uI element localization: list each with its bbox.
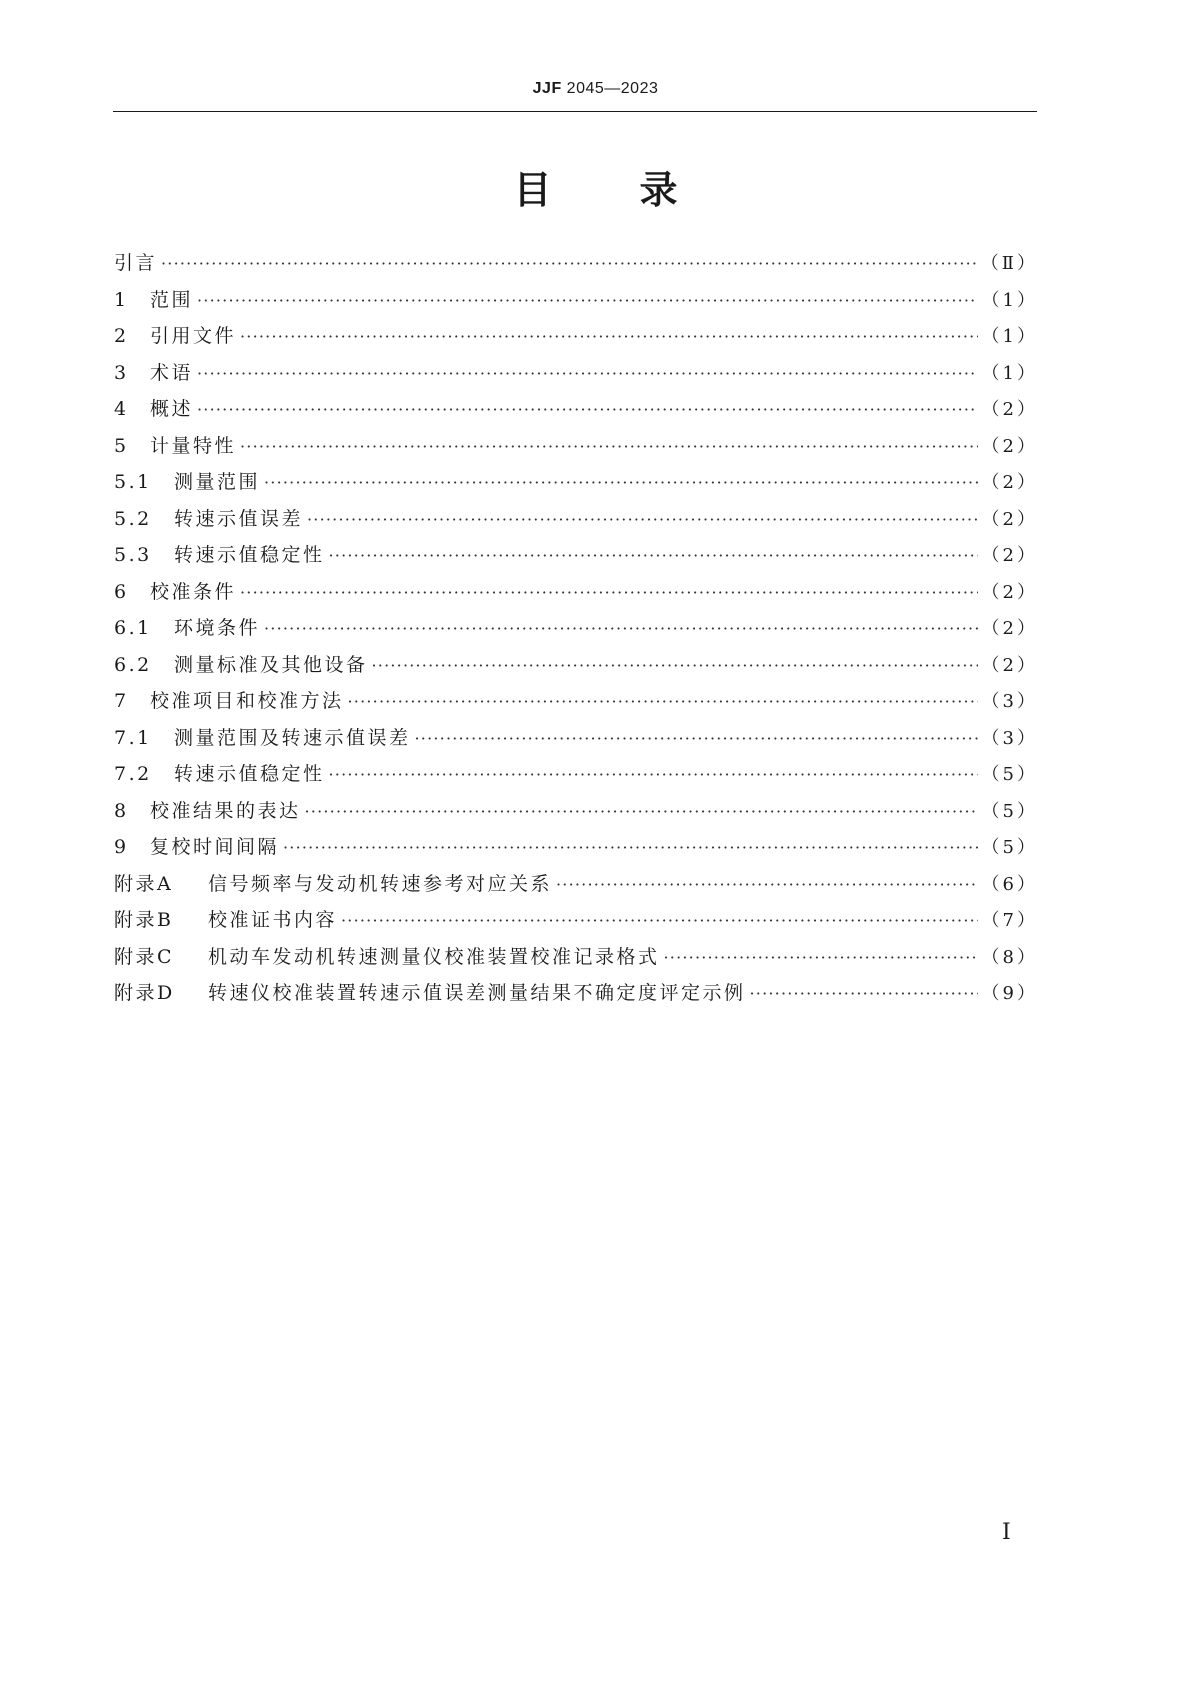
toc-entry-7[interactable] (114, 686, 1038, 723)
toc-entry-page: （6） (981, 873, 1038, 895)
toc-entry-5[interactable] (114, 431, 1038, 468)
toc-entry-number: 附录B (114, 909, 174, 931)
leader-dots (307, 510, 978, 529)
leader-dots (264, 619, 978, 638)
toc-entry-text: 测量范围及转速示值误差 (174, 726, 411, 749)
toc-entry-text: 计量特性 (150, 434, 237, 457)
page-header (0, 80, 1191, 98)
toc-entry-page: （2） (981, 435, 1038, 457)
toc-entry-page: （8） (981, 946, 1038, 968)
toc-entry-number: 7.1 (114, 726, 152, 749)
leader-dots (341, 911, 978, 930)
leader-dots (329, 546, 978, 565)
toc-entry-page: （3） (981, 727, 1038, 749)
leader-dots (329, 765, 978, 784)
toc-entry-number: 5.2 (114, 507, 152, 530)
toc-entry-3[interactable] (114, 358, 1038, 395)
toc-entry-page: （1） (981, 326, 1038, 347)
toc-entry-6-1[interactable] (114, 613, 1038, 650)
toc-entry-page: （1） (981, 289, 1038, 311)
toc-entry-page: （2） (981, 581, 1038, 603)
toc-entry-appendix-b[interactable] (114, 905, 1038, 942)
toc-entry-text: 转速示值误差 (174, 507, 304, 530)
toc-entry-7-2[interactable] (114, 759, 1038, 796)
toc-entry-text: 测量标准及其他设备 (174, 653, 368, 676)
toc-entry-text: 信号频率与发动机转速参考对应关系 (208, 872, 553, 895)
toc-entry-number: 附录A (114, 872, 174, 895)
toc-entry-number: 1 (114, 288, 129, 311)
header-rule (113, 111, 1037, 112)
toc-entry-text: 术语 (150, 361, 194, 384)
leader-dots (283, 838, 978, 857)
toc-entry-page: （5） (981, 837, 1038, 858)
toc-entry-number: 6.1 (114, 617, 152, 639)
toc-entry-number: 6 (114, 580, 129, 603)
toc-entry-page: （2） (981, 654, 1038, 676)
toc-entry-text: 测量范围 (174, 471, 261, 493)
toc-entry-text: 概述 (150, 398, 194, 420)
toc-entry-text: 转速仪校准装置转速示值误差测量结果不确定度评定示例 (208, 982, 746, 1004)
leader-dots (240, 437, 978, 456)
toc-entry-page: （2） (981, 545, 1038, 566)
title-char-1: 目 (513, 168, 552, 212)
toc-entry-page: （2） (981, 618, 1038, 639)
toc-entry-text: 校准结果的表达 (150, 799, 301, 822)
leader-dots (197, 400, 978, 419)
toc-entry-number: 2 (114, 325, 129, 347)
leader-dots (197, 364, 978, 383)
toc-entry-page: （7） (981, 910, 1038, 931)
toc-entry-9[interactable] (114, 832, 1038, 869)
toc-entry-number: 9 (114, 836, 129, 858)
toc-entry-page: （1） (981, 362, 1038, 384)
toc-entry-5-3[interactable] (114, 540, 1038, 577)
toc-entry-number: 7.2 (114, 763, 152, 785)
toc-entry-page: （Ⅱ） (980, 253, 1038, 274)
leader-dots (348, 692, 978, 711)
toc-entry-page: （5） (981, 764, 1038, 785)
toc-entry-5-2[interactable] (114, 504, 1038, 541)
standard-code: JJF (532, 80, 562, 97)
toc-entry-text: 转速示值稳定性 (174, 763, 325, 785)
toc-entry-introduction[interactable] (114, 248, 1038, 285)
toc-entry-number: 6.2 (114, 653, 152, 676)
toc-entry-page: （2） (981, 472, 1038, 493)
title-char-2: 录 (639, 168, 678, 212)
toc-entry-6[interactable] (114, 577, 1038, 614)
standard-number: 2045—2023 (566, 80, 659, 97)
toc-entry-page: （3） (981, 691, 1038, 712)
toc-entry-number: 5.3 (114, 544, 152, 566)
page-title (0, 166, 1191, 214)
toc-entry-text: 引用文件 (150, 325, 237, 347)
toc-entry-text: 引言 (114, 252, 158, 274)
toc-entry-1[interactable] (114, 285, 1038, 322)
toc-entry-7-1[interactable] (114, 723, 1038, 760)
toc-entry-number: 附录D (114, 982, 175, 1004)
toc-entry-appendix-a[interactable] (114, 869, 1038, 906)
toc-entry-text: 校准证书内容 (208, 909, 338, 931)
toc-entry-number: 4 (114, 398, 129, 420)
toc-entry-number: 7 (114, 690, 129, 712)
leader-dots (240, 327, 978, 346)
leader-dots (664, 948, 978, 967)
toc-entry-text: 校准项目和校准方法 (150, 690, 344, 712)
toc-entry-text: 机动车发动机转速测量仪校准装置校准记录格式 (208, 945, 660, 968)
toc-entry-number: 5.1 (114, 471, 152, 493)
toc-entry-2[interactable] (114, 321, 1038, 358)
toc-entry-appendix-c[interactable] (114, 942, 1038, 979)
toc-entry-page: （2） (981, 399, 1038, 420)
toc-entry-5-1[interactable] (114, 467, 1038, 504)
leader-dots (750, 984, 978, 1003)
leader-dots (197, 291, 978, 310)
table-of-contents (114, 248, 1038, 1015)
toc-entry-text: 转速示值稳定性 (174, 544, 325, 566)
toc-entry-6-2[interactable] (114, 650, 1038, 687)
toc-entry-text: 复校时间间隔 (150, 836, 280, 858)
leader-dots (240, 583, 978, 602)
toc-entry-page: （2） (981, 508, 1038, 530)
toc-entry-number: 附录C (114, 945, 175, 968)
toc-entry-4[interactable] (114, 394, 1038, 431)
toc-entry-8[interactable] (114, 796, 1038, 833)
toc-entry-number: 3 (114, 361, 129, 384)
toc-entry-text: 环境条件 (174, 617, 261, 639)
leader-dots (556, 875, 978, 894)
toc-entry-number: 8 (114, 799, 129, 822)
leader-dots (264, 473, 978, 492)
toc-entry-text: 校准条件 (150, 580, 237, 603)
leader-dots (372, 656, 978, 675)
page-number: Ⅰ (1002, 1520, 1011, 1545)
toc-entry-page: （9） (981, 983, 1038, 1004)
leader-dots (305, 802, 978, 821)
toc-entry-appendix-d[interactable] (114, 978, 1038, 1015)
toc-entry-number: 5 (114, 434, 129, 457)
toc-entry-page: （5） (981, 800, 1038, 822)
leader-dots (415, 729, 978, 748)
toc-entry-text: 范围 (150, 288, 194, 311)
leader-dots (161, 254, 977, 273)
